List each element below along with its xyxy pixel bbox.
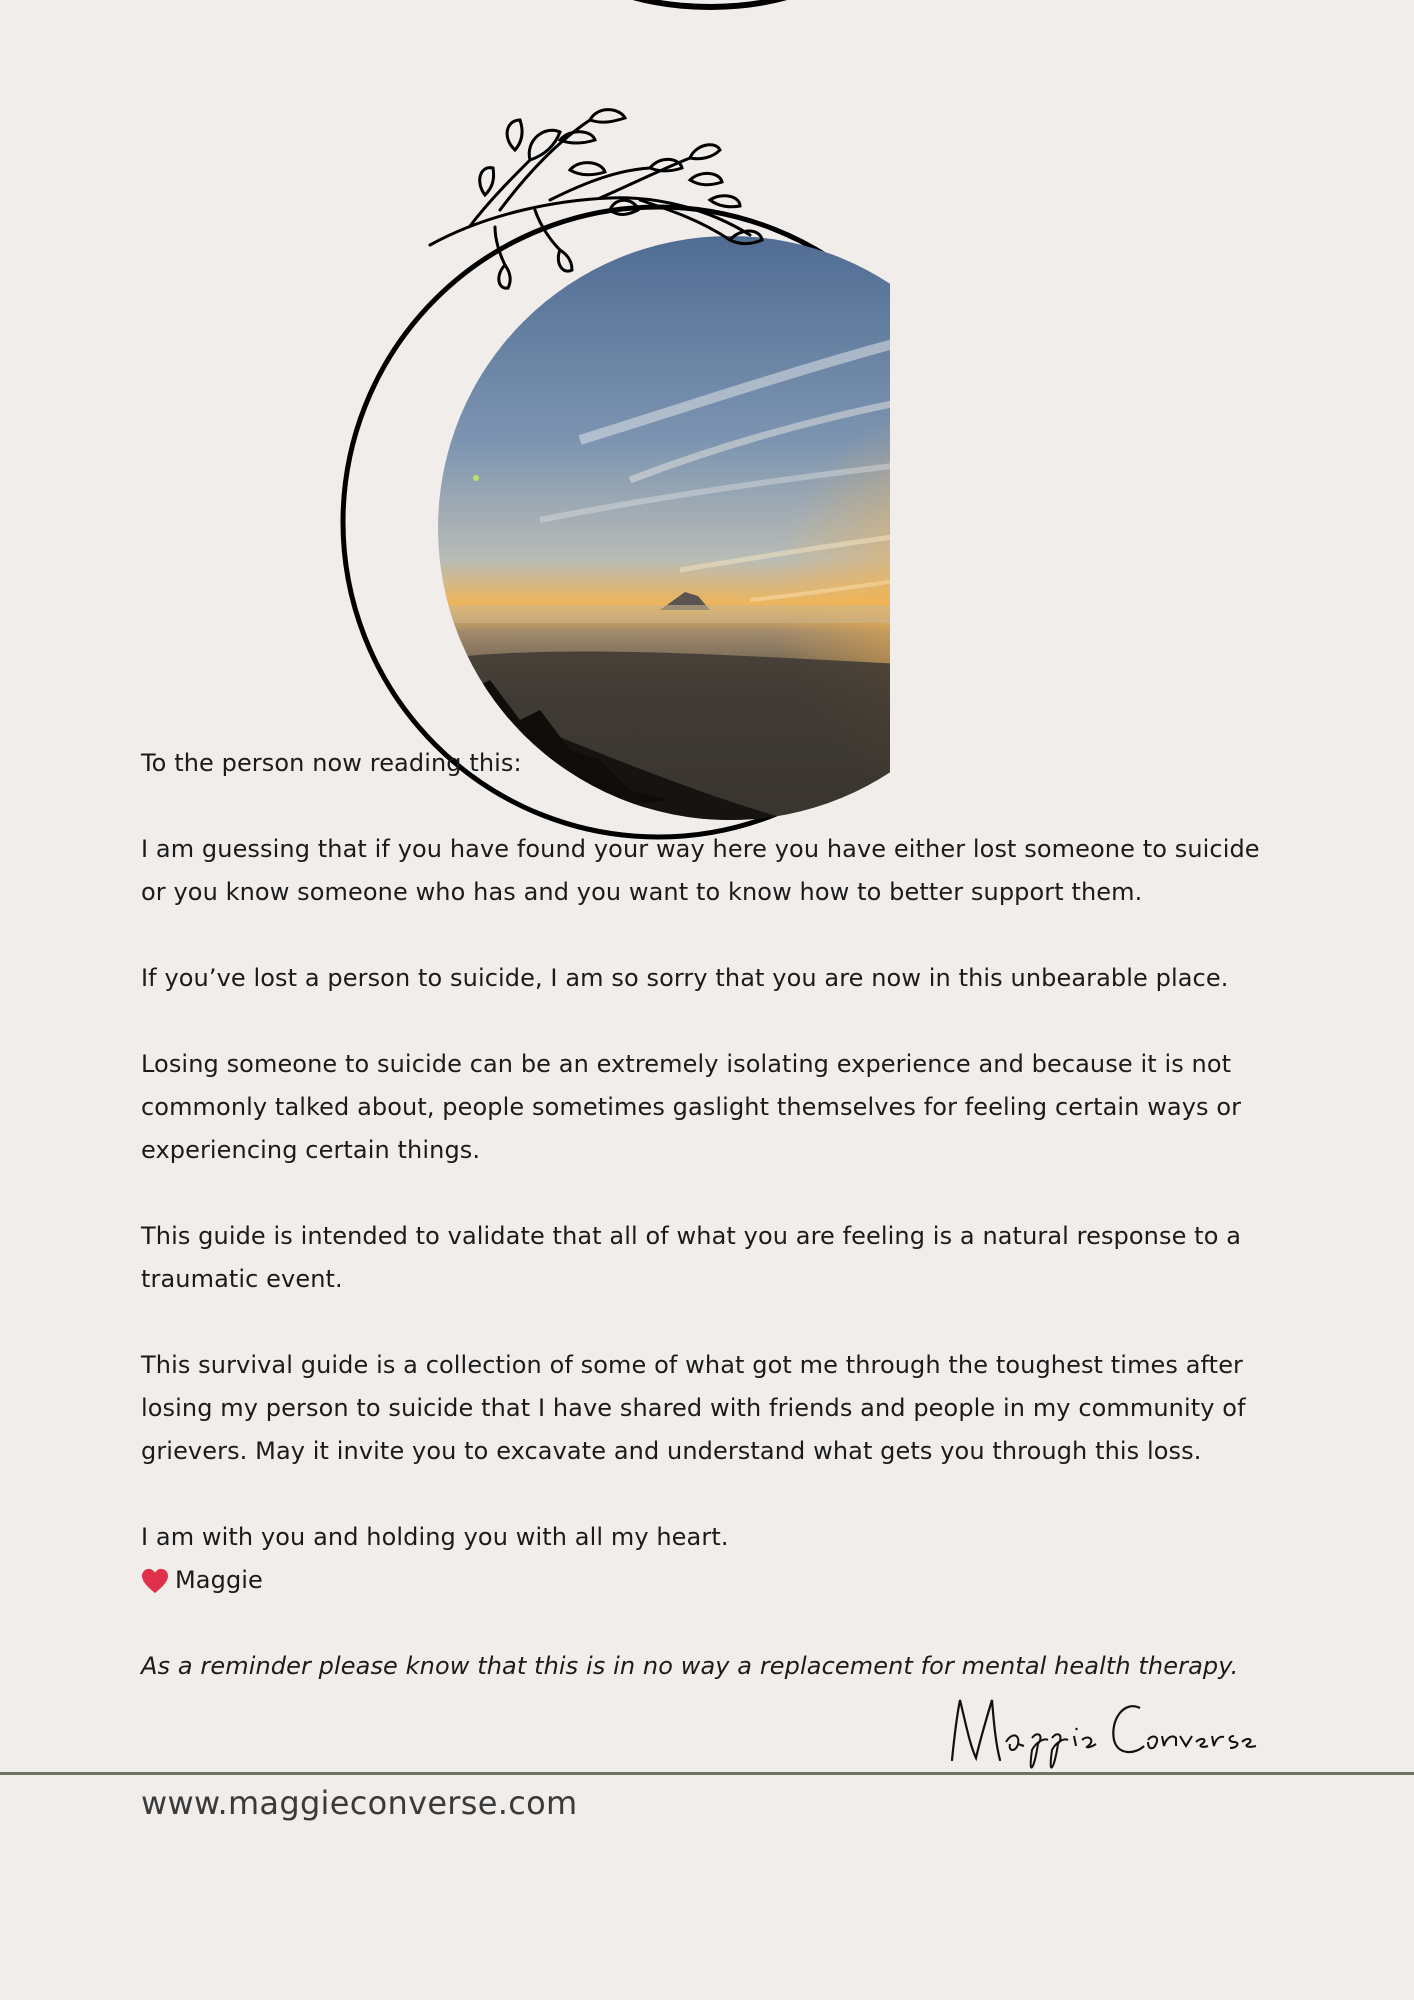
signature-graphic [940, 1680, 1260, 1780]
closing-line: I am with you and holding you with all my heart. [141, 1523, 729, 1551]
disclaimer: As a reminder please know that this is in no way a replacement for mental health therapy. [141, 1652, 1239, 1680]
greeting: To the person now reading this: [141, 749, 522, 777]
sign-off [141, 1559, 1281, 1602]
paragraph: I am guessing that if you have found your way here you have either lost someone to suicide or you know someone who has and you want to know how to better support them. [141, 835, 1260, 906]
letter-body [141, 742, 1281, 1731]
paragraph: This survival guide is a collection of some of what got me through the toughest times after losing my person to suicide that I have shared with friends and people in my community of grievers. May it invite you to excavate and understand what gets you through this loss. [141, 1351, 1246, 1465]
paragraph: Losing someone to suicide can be an extremely isolating experience and because it is not commonly talked about, people sometimes gaslight themselves for feeling certain ways or experiencing certain things. [141, 1050, 1242, 1164]
website-link[interactable]: www.maggieconverse.com [141, 1784, 578, 1822]
paragraph: If you’ve lost a person to suicide, I am so sorry that you are now in this unbearable place. [141, 964, 1229, 992]
decorative-arc-top [560, 0, 860, 10]
footer-divider [0, 1772, 1414, 1775]
sign-name: Maggie [175, 1566, 263, 1594]
heart-icon [141, 1568, 169, 1594]
paragraph: This guide is intended to validate that all of what you are feeling is a natural response to a traumatic event. [141, 1222, 1242, 1293]
sunset-photo [430, 230, 890, 830]
